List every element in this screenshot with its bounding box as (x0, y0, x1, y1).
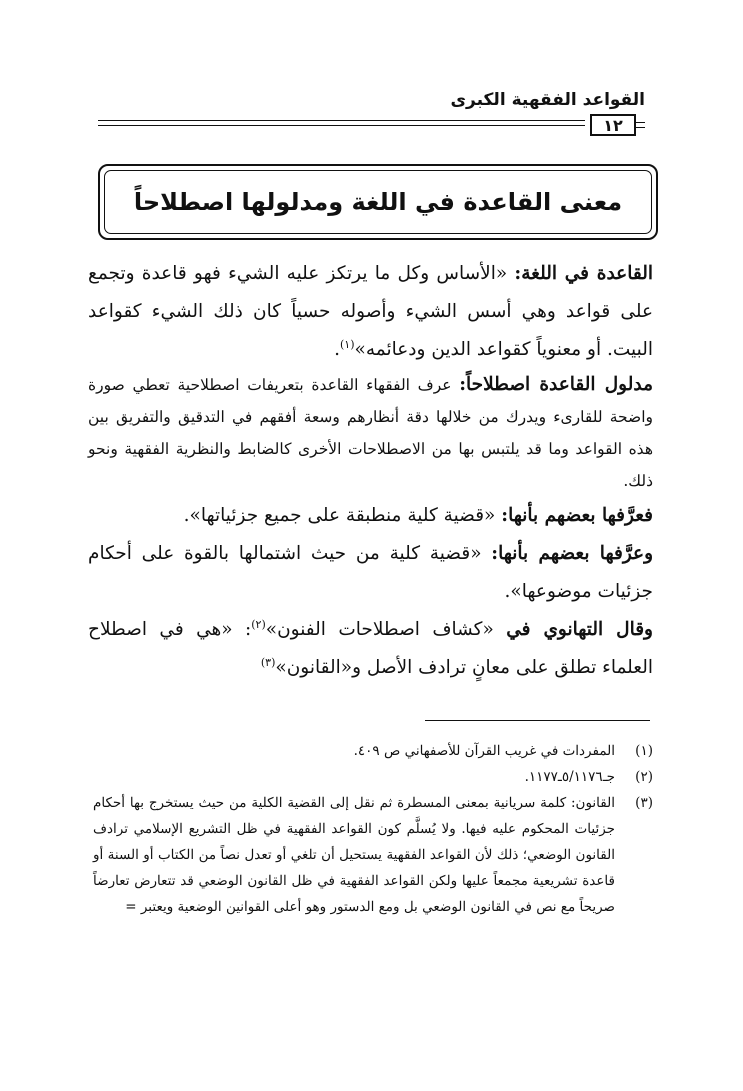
paragraph-tahanawi (88, 611, 653, 687)
term-label: مدلول القاعدة اصطلاحاً: (459, 374, 653, 395)
paragraph-end: . (334, 339, 340, 360)
paragraph-istilah (88, 369, 653, 497)
footnote-ref: (٣) (260, 655, 276, 669)
main-text (88, 255, 653, 687)
paragraph-text: «الأساس وكل ما يرتكز عليه الشيء فهو قاعدة وتجمع على قواعد وهي أسس الشيء وأصوله حسياً كان ذلك الشيء كقواعد البيت. أو معنوياً كقواعد الدين ودعائمه» (88, 263, 653, 360)
section-title-box (98, 164, 658, 240)
footnote (93, 764, 653, 790)
footnote (93, 738, 653, 764)
footnote-ref: (٢) (251, 617, 266, 631)
paragraph-lugha (88, 255, 653, 369)
footnote-number: (٣) (635, 795, 653, 811)
footnote-text: المفردات في غريب القرآن للأصفهاني ص ٤٠٩. (353, 743, 615, 759)
term-label: وعرَّفها بعضهم بأنها: (491, 543, 653, 564)
paragraph-text: «قضية كلية من حيث اشتمالها بالقوة على أحكام جزئيات موضوعها». (88, 543, 653, 602)
running-header-title: القواعد الفقهية الكبرى (450, 90, 645, 110)
paragraph-text: «كشاف اصطلاحات الفنون» (265, 619, 507, 640)
footnote-text: القانون: كلمة سريانية بمعنى المسطرة ثم نقل إلى القضية الكلية من حيث يستخرج بها أحكام جزئيات المحكوم عليه فيها. ولا يُسلَّم كون القواعد الفقهية في ظل التشريع الإسلامي ترادف القانون الوضعي؛ ذلك لأن القواعد الفقهية يستحيل أن تلغي أو تعدل نصاً من الكتاب أو السنة أو قاعدة تشريعية مجمعاً عليها ولكن القواعد الفقهية في ظل القانون الوضعي قد تتعارض تعارضاً صريحاً مع نص في القانون الوضعي بل ومع الدستور وهو أعلى القوانين الوضعية ويعتبر = (93, 795, 615, 915)
header-rule (98, 118, 645, 132)
footnote-text: جـ٥/١١٧٦ـ١١٧٧. (524, 769, 615, 785)
footnote-separator (425, 720, 650, 721)
paragraph-text: «قضية كلية منطبقة على جميع جزئياتها». (183, 505, 502, 526)
footnotes (93, 738, 653, 920)
paragraph-text: : «هي في اصطلاح العلماء تطلق على معانٍ ترادف الأصل و«القانون» (88, 619, 653, 678)
footnote (93, 790, 653, 920)
term-label: القاعدة في اللغة: (514, 263, 653, 284)
term-label: فعرَّفها بعضهم بأنها: (501, 505, 653, 526)
term-label: وقال التهانوي في (506, 619, 653, 640)
paragraph-text: عرف الفقهاء القاعدة بتعريفات اصطلاحية تعطي صورة واضحة للقارىء ويدرك من خلالها دقة أنظارهم وسعة أفقهم في التدقيق والتفريق بين هذه القواعد وما قد يلتبس بها من الاصطلاحات الأخرى كالضابط والنظرية الفقهية ونحو ذلك. (88, 376, 653, 490)
paragraph-definition-1 (88, 497, 653, 535)
section-title: معنى القاعدة في اللغة ومدلولها اصطلاحاً (133, 188, 623, 216)
footnote-number: (٢) (635, 769, 653, 785)
footnote-number: (١) (635, 743, 653, 759)
footnote-ref: (١) (340, 337, 355, 351)
paragraph-definition-2 (88, 535, 653, 611)
page-number: ١٢ (590, 114, 636, 136)
